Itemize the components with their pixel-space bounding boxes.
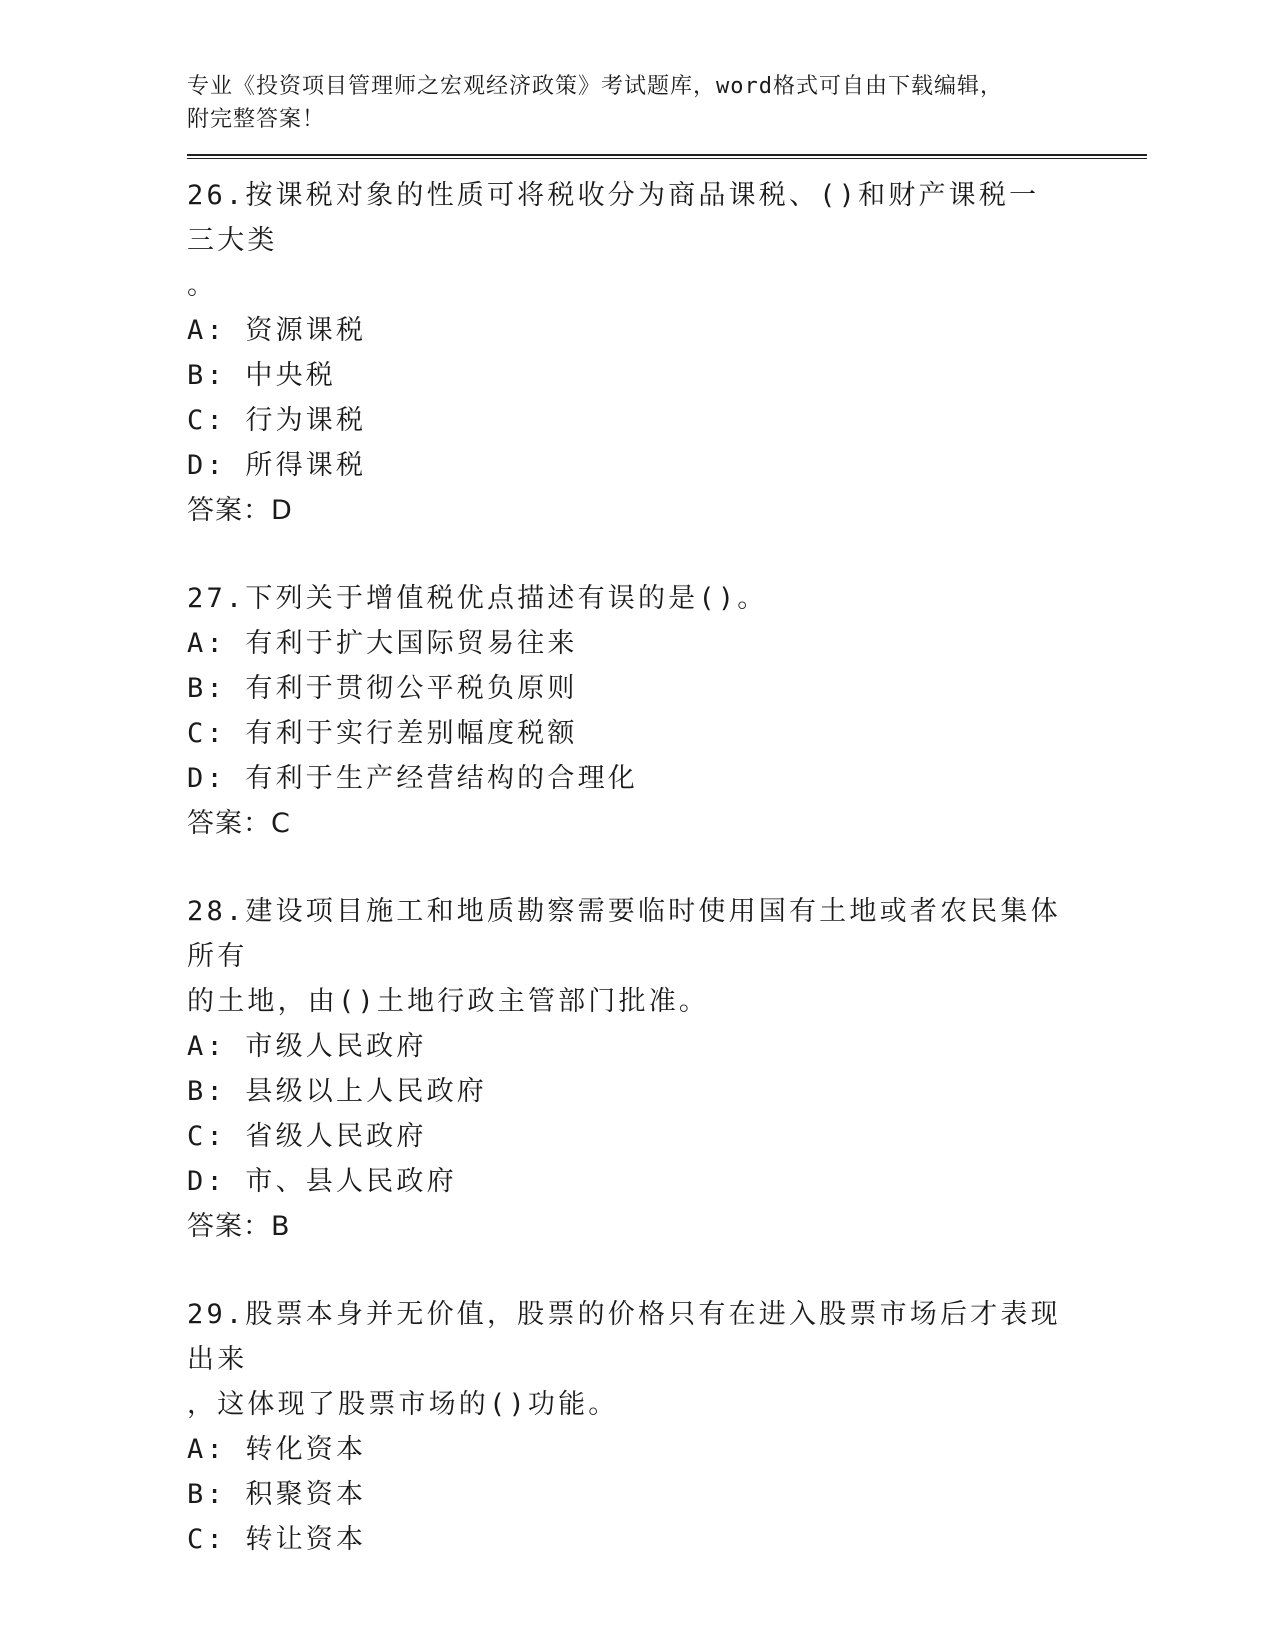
answer-text: 答案：D <box>187 495 293 526</box>
option-a: A: 市级人民政府 <box>187 1031 427 1062</box>
option-c: C: 省级人民政府 <box>187 1121 427 1152</box>
question-stem <box>187 173 1067 308</box>
option-b: B: 有利于贯彻公平税负原则 <box>187 673 578 704</box>
question-stem-line-2: 。 <box>187 270 218 301</box>
option-a: A: 资源课税 <box>187 315 367 346</box>
document-page <box>187 70 1147 1562</box>
question-28 <box>187 889 1147 1249</box>
option-b: B: 积聚资本 <box>187 1479 367 1510</box>
document-header-line-1: 专业《投资项目管理师之宏观经济政策》考试题库，word格式可自由下载编辑， <box>187 74 1003 99</box>
question-stem-line-1: 27.下列关于增值税优点描述有误的是()。 <box>187 583 768 614</box>
question-stem <box>187 1292 1067 1427</box>
question-29 <box>187 1292 1147 1562</box>
question-26 <box>187 173 1147 533</box>
document-header-line-2: 附完整答案！ <box>187 107 326 132</box>
question-stem <box>187 889 1067 1024</box>
option-d: D: 市、县人民政府 <box>187 1166 457 1197</box>
question-stem-line-1: 29.股票本身并无价值，股票的价格只有在进入股票市场后才表现出来 <box>187 1299 1061 1375</box>
header-divider <box>187 154 1147 159</box>
option-a: A: 有利于扩大国际贸易往来 <box>187 628 578 659</box>
option-a: A: 转化资本 <box>187 1434 367 1465</box>
answer-text: 答案：C <box>187 808 291 839</box>
option-c: C: 转让资本 <box>187 1524 367 1555</box>
option-d: D: 有利于生产经营结构的合理化 <box>187 763 638 794</box>
option-b: B: 县级以上人民政府 <box>187 1076 487 1107</box>
question-stem <box>187 576 1067 621</box>
answer-text: 答案：B <box>187 1211 291 1242</box>
question-stem-line-1: 26.按课税对象的性质可将税收分为商品课税、()和财产课税一三大类 <box>187 180 1040 256</box>
option-c: C: 有利于实行差别幅度税额 <box>187 718 578 749</box>
option-b: B: 中央税 <box>187 360 336 391</box>
question-stem-line-1: 28.建设项目施工和地质勘察需要临时使用国有土地或者农民集体所有 <box>187 896 1061 972</box>
option-d: D: 所得课税 <box>187 450 367 481</box>
question-stem-line-2: 的土地，由()土地行政主管部门批准。 <box>187 986 710 1017</box>
question-27 <box>187 576 1147 846</box>
question-stem-line-2: ，这体现了股票市场的()功能。 <box>187 1389 619 1420</box>
option-c: C: 行为课税 <box>187 405 367 436</box>
